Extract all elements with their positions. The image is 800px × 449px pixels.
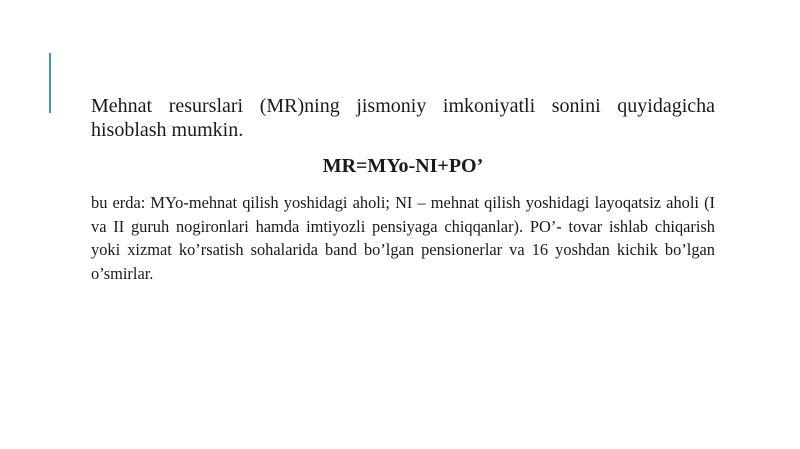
formula: MR=MYo-NI+PO’ [322, 155, 484, 177]
slide-content [91, 94, 715, 285]
accent-bar [49, 53, 51, 113]
intro-paragraph: Mehnat resurslari (MR)ning jismoniy imkoniyatli sonini quyidagicha hisoblash mumkin. [91, 95, 715, 141]
explanation-paragraph: bu erda: MYo-mehnat qilish yoshidagi aholi; NI – mehnat qilish yoshidagi layoqatsiz aholi (I va II guruh nogironlari hamda imtiyozli pensiyaga chiqqanlar). PO’- tovar ishlab chiqarish yoki xizmat ko’rsatish sohalarida band bo’lgan pensionerlar va 16 yoshdan kichik bo’lgan o’smirlar. [91, 193, 715, 283]
